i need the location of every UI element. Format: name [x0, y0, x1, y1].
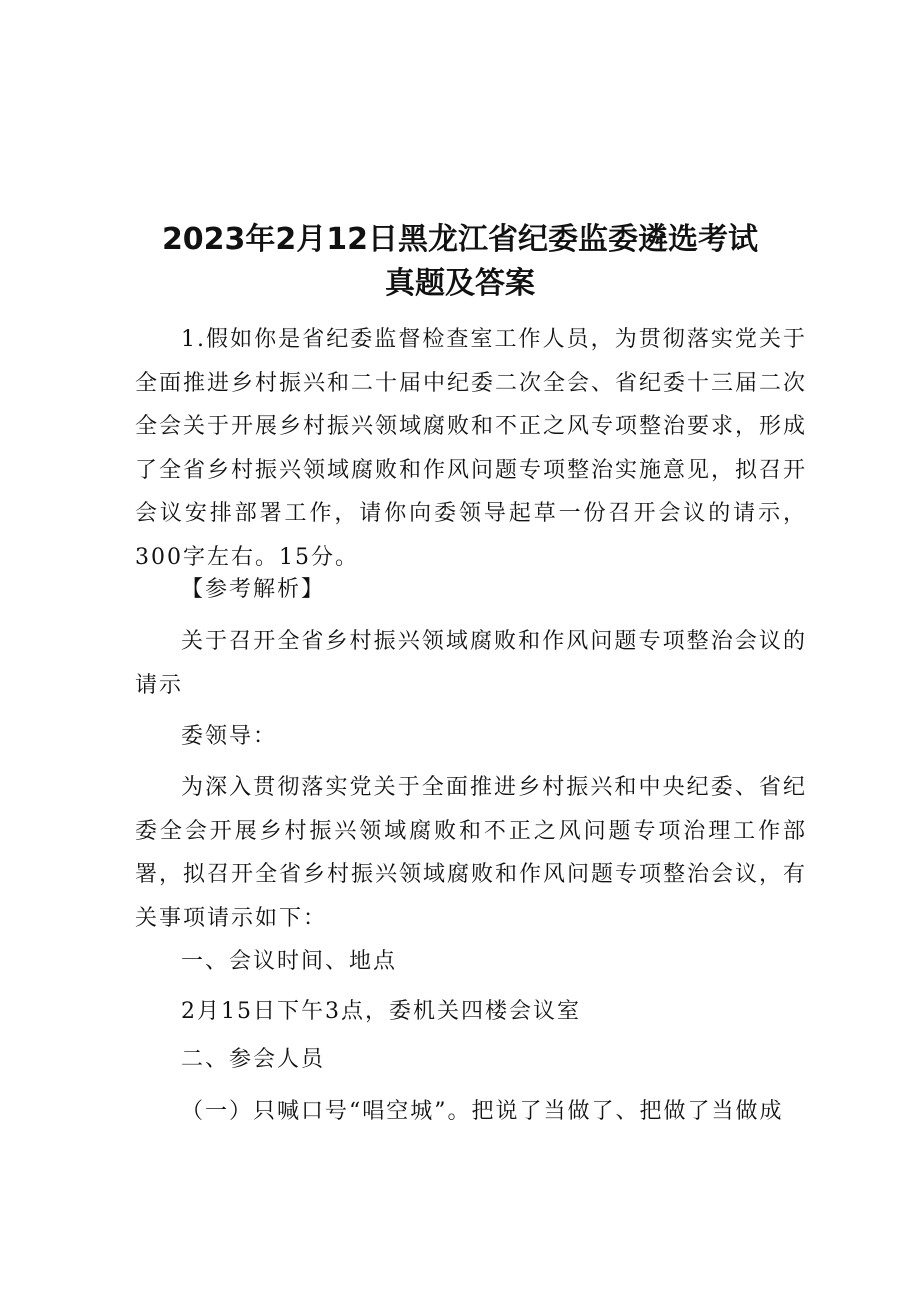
section-1-heading: 一、会议时间、地点	[181, 949, 398, 974]
section-2-heading: 二、参会人员	[181, 1047, 326, 1072]
body-paragraph: 为深入贯彻落实党关于全面推进乡村振兴和中央纪委、省纪委全会开展乡村振兴领域腐败和不正之风问题专项治理工作部署，拟召开全省乡村振兴领域腐败和作风问题专项整治会议，有关事项请示如下：	[135, 775, 808, 931]
addressee: 委领导：	[181, 724, 278, 749]
reference-label: 【参考解析】	[181, 577, 326, 602]
question-1: 1.假如你是省纪委监督检查室工作人员，为贯彻落实党关于全面推进乡村振兴和二十届中纪委二次全会、省纪委十三届二次全会关于开展乡村振兴领域腐败和不正之风专项整治要求，形成了全省乡村振兴领域腐败和作风问题专项整治实施意见，拟召开会议安排部署工作，请你向委领导起草一份召开会议的请示，300字左右。15分。	[135, 327, 808, 570]
document-title-line-2: 真题及答案	[385, 266, 535, 301]
document-title-line-1: 2023年2月12日黑龙江省纪委监委遴选考试	[161, 222, 759, 257]
section-2-item-1: （一）只喊口号“唱空城”。把说了当做了、把做了当做成	[181, 1099, 784, 1124]
section-1-content: 2月15日下午3点，委机关四楼会议室	[181, 999, 581, 1024]
request-title: 关于召开全省乡村振兴领域腐败和作风问题专项整治会议的请示	[135, 629, 807, 698]
